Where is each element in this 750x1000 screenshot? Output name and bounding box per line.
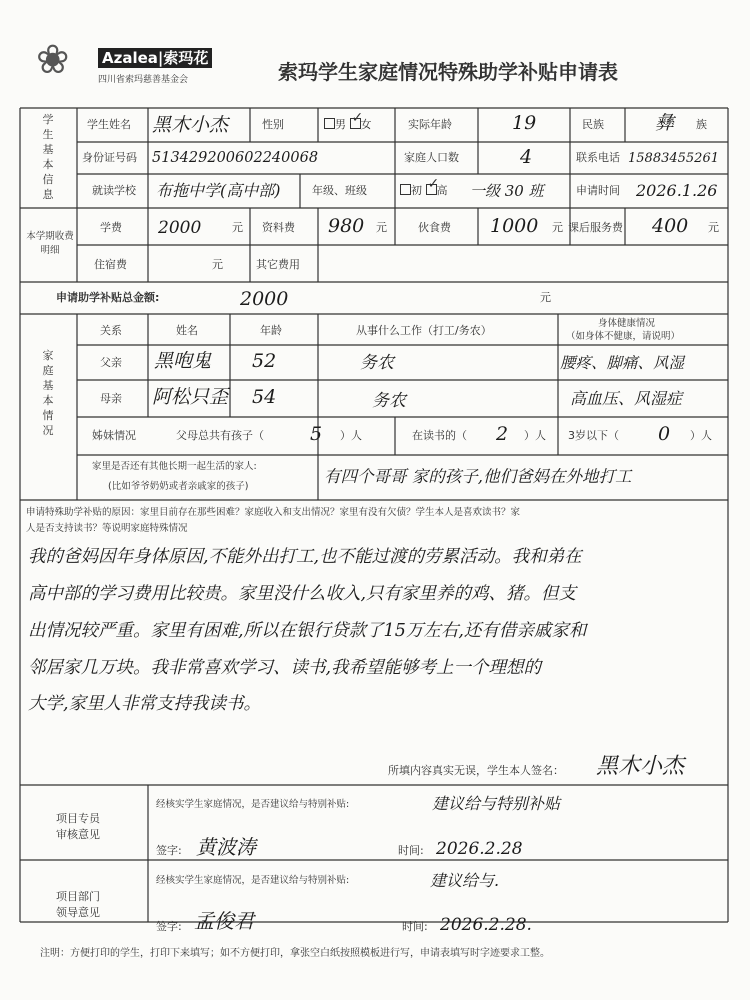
school-label: 就读学校 <box>92 184 136 197</box>
father-relation: 父亲 <box>100 356 122 369</box>
date-value: 2026.1.26 <box>636 181 718 200</box>
col-age: 年龄 <box>260 324 282 337</box>
male-checkbox[interactable] <box>324 118 335 129</box>
father-health: 腰疼、脚痛、风湿 <box>560 354 685 372</box>
lodging-unit: 元 <box>212 258 223 271</box>
mother-name: 阿松只歪 <box>152 386 229 408</box>
school-value: 布拖中学(高中部) <box>156 181 281 200</box>
grade-value: 一级 30 班 <box>470 182 544 200</box>
tuition-value: 2000 <box>158 218 202 238</box>
gender-label: 性别 <box>262 118 284 131</box>
review1-time-label: 时间: <box>398 844 424 857</box>
col-health: 身体健康情况 <box>598 318 656 329</box>
total-label: 申请助学补贴总金额: <box>56 291 160 304</box>
materials-label: 资料费 <box>262 221 295 234</box>
review1-label-2: 审核意见 <box>56 828 100 841</box>
female-checkbox[interactable] <box>350 110 364 129</box>
review2-question: 经核实学生家庭情况，是否建议给与特别补贴: <box>156 875 350 886</box>
review2-time-value: 2026.2.28. <box>440 915 532 935</box>
review2-opinion: 建议给与. <box>430 871 500 890</box>
review1-time-value: 2026.2.28 <box>436 839 523 859</box>
afterschool-unit: 元 <box>708 221 719 234</box>
review2-label-2: 领导意见 <box>56 906 100 919</box>
id-label: 身份证号码 <box>82 151 137 164</box>
reason-prompt-1: 申请特殊助学补贴的原因：家里目前存在那些困难？家庭收入和支出情况？家里有没有欠债？学生本人是喜欢读书？家 <box>26 507 521 518</box>
father-job: 务农 <box>360 353 394 373</box>
review2-label-1: 项目部门 <box>56 890 100 903</box>
lodging-label: 住宿费 <box>94 258 127 271</box>
mother-health: 高血压、风湿症 <box>570 389 683 408</box>
expenses-section-label: 本学期收费明细 <box>26 231 74 256</box>
logo-en: Azalea <box>102 49 158 67</box>
date-label: 申请时间 <box>576 184 620 197</box>
checkmark-icon: ✓ <box>351 110 364 126</box>
afterschool-label: 课后服务费 <box>568 221 623 234</box>
col-job: 从事什么工作（打工/务农） <box>356 324 492 337</box>
others-value: 有四个哥哥 家的孩子,他们爸妈在外地打工 <box>324 467 632 486</box>
mother-age: 54 <box>252 386 277 408</box>
household-value: 4 <box>520 146 533 168</box>
senior-label: 高 <box>436 184 448 197</box>
food-label: 伙食费 <box>418 221 451 234</box>
review1-opinion: 建议给与特别补贴 <box>432 794 561 813</box>
col-health-sub: （如身体不健康，请说明） <box>566 331 681 342</box>
total-value: 2000 <box>240 288 289 310</box>
review2-signature: 孟俊君 <box>194 909 254 933</box>
checkmark-icon: ✓ <box>427 176 440 192</box>
materials-value: 980 <box>328 215 365 237</box>
other-fees-label: 其它费用 <box>256 258 300 271</box>
logo-badge: Azalea|索玛花 <box>98 48 212 68</box>
declaration-label: 所填内容真实无误，学生本人签名： <box>388 764 564 777</box>
senior-checkbox[interactable] <box>426 176 440 195</box>
junior-label: 初 <box>411 184 422 197</box>
mother-job: 务农 <box>372 391 406 411</box>
under3-unit: ）人 <box>690 429 712 442</box>
food-unit: 元 <box>552 221 563 234</box>
household-label: 家庭人口数 <box>404 151 459 164</box>
age-label: 实际年龄 <box>408 118 452 131</box>
female-label: 女 <box>360 118 372 131</box>
tuition-unit: 元 <box>232 221 243 234</box>
ethnic-label: 民族 <box>582 118 604 131</box>
in-school-unit: ）人 <box>524 429 546 442</box>
grade-options <box>400 176 448 198</box>
under3-value: 0 <box>658 423 671 445</box>
name-value: 黑木小杰 <box>152 114 229 136</box>
review1-signature: 黄波涛 <box>196 835 256 859</box>
reason-prompt-2: 人是否支持读书？等说明家庭特殊情况 <box>26 523 188 534</box>
reason-line-4: 邻居家几万块。我非常喜欢学习、读书,我希望能够考上一个理想的 <box>28 658 542 678</box>
ethnic-suffix: 族 <box>696 118 707 131</box>
in-school-text: 在读书的（ <box>412 429 467 442</box>
family-section-label: 家庭基本情况 <box>42 349 54 437</box>
total-unit: 元 <box>540 291 551 304</box>
materials-unit: 元 <box>376 221 387 234</box>
review1-label-1: 项目专员 <box>56 812 100 825</box>
col-relation: 关系 <box>100 324 122 337</box>
footer-note: 注明：方便打印的学生，打印下来填写；如不方便打印，拿张空白纸按照模板进行写，申请表填写时字迹要求工整。 <box>40 948 550 959</box>
under3-text: 3岁以下（ <box>568 429 619 442</box>
id-value: 513429200602240068 <box>152 150 319 166</box>
phone-value: 15883455261 <box>628 151 719 166</box>
male-label: 男 <box>335 118 346 131</box>
reason-line-3: 出情况较严重。家里有困难,所以在银行贷款了15万左右,还有借亲戚家和 <box>28 621 587 641</box>
others-label: 家里是否还有其他长期一起生活的家人: <box>92 461 257 472</box>
others-sub: (比如爷爷奶奶或者亲戚家的孩子) <box>108 481 249 492</box>
sibling-label: 姊妹情况 <box>92 429 136 442</box>
children-unit: ）人 <box>340 429 362 442</box>
review2-sign-label: 签字: <box>156 920 182 933</box>
flower-tree-icon: ❀ <box>36 37 70 83</box>
ethnic-value: 彝 <box>655 112 675 134</box>
review1-sign-label: 签字: <box>156 844 182 857</box>
col-name: 姓名 <box>176 324 198 337</box>
food-value: 1000 <box>490 215 539 237</box>
grade-label: 年级、班级 <box>312 184 367 197</box>
review2-time-label: 时间: <box>402 920 428 933</box>
children-text: 父母总共有孩子（ <box>176 429 264 442</box>
afterschool-value: 400 <box>652 215 689 237</box>
father-name: 黑咆鬼 <box>154 350 212 372</box>
review1-question: 经核实学生家庭情况，是否建议给与特别补贴: <box>156 799 350 810</box>
form-title: 索玛学生家庭情况特殊助学补贴申请表 <box>278 60 618 84</box>
reason-line-5: 大学,家里人非常支持我读书。 <box>28 694 262 714</box>
student-signature: 黑木小杰 <box>596 754 685 779</box>
logo-cn: 索玛花 <box>163 49 209 67</box>
phone-label: 联系电话 <box>576 151 620 164</box>
reason-line-1: 我的爸妈因年身体原因,不能外出打工,也不能过渡的劳累活动。我和弟在 <box>28 547 582 567</box>
student-section-label: 学生基本信息 <box>42 113 54 201</box>
children-value: 5 <box>310 423 323 445</box>
age-value: 19 <box>512 112 537 134</box>
gender-options <box>324 110 372 132</box>
mother-relation: 母亲 <box>100 392 122 405</box>
junior-checkbox[interactable] <box>400 184 411 195</box>
father-age: 52 <box>252 350 277 372</box>
in-school-value: 2 <box>496 423 509 445</box>
name-label: 学生姓名 <box>87 118 131 131</box>
reason-line-2: 高中部的学习费用比较贵。家里没什么收入,只有家里养的鸡、猪。但支 <box>28 584 577 604</box>
tuition-label: 学费 <box>100 221 122 234</box>
logo-org: 四川省索玛慈善基金会 <box>98 75 189 85</box>
